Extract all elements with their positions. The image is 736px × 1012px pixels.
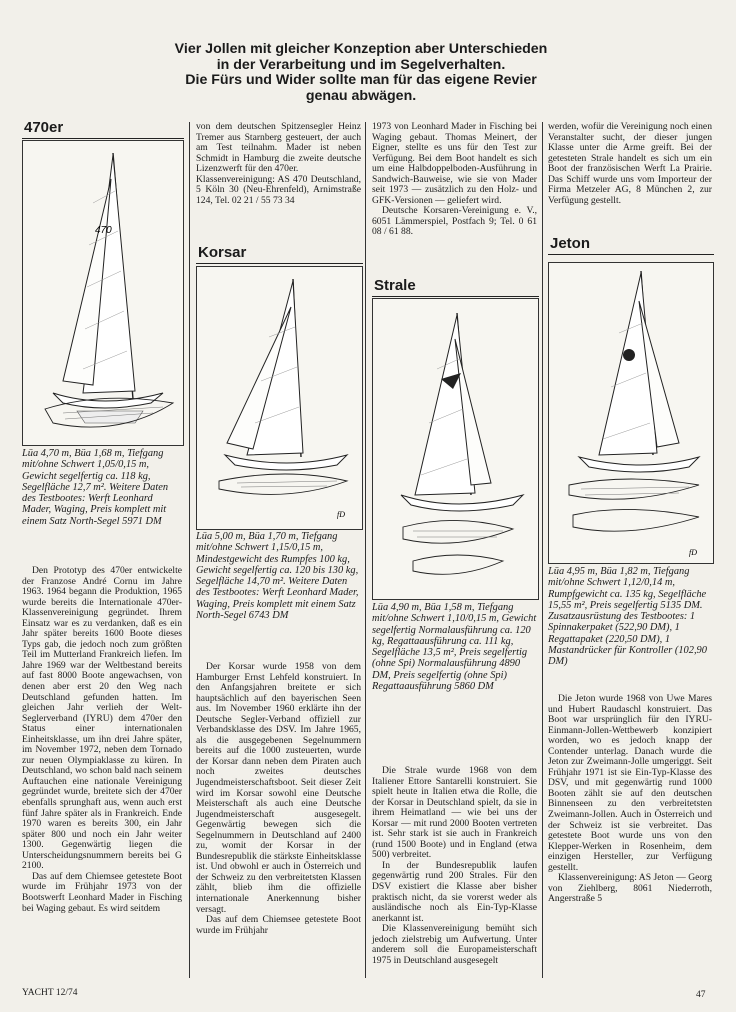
section-title-jeton: Jeton <box>548 234 714 255</box>
headline-line-1: Vier Jollen mit gleicher Konzeption aber Unterschieden <box>174 41 548 57</box>
section-title-korsar: Korsar <box>196 243 363 264</box>
article-column-2-top <box>196 122 361 206</box>
article-column-2-bottom <box>196 662 361 936</box>
article-column-4-top <box>548 122 712 206</box>
boat-drawing-470er <box>22 140 184 446</box>
spec-caption-korsar: Lüa 5,00 m, Büa 1,70 m, Tiefgang mit/ohne Schwert 1,15/0,15 m, Mindestgewicht des Rumpfes 100 kg, Gewicht segelfertig ca. 120 bis 130 kg, Segelfläche 14,70 m². Weitere Daten des Testbootes: Werft Leonhard Mader, Waging, Preis komplett mit einem Satz North-Segel 6743 DM <box>196 531 359 622</box>
boat-drawing-strale <box>372 298 539 600</box>
column-divider <box>365 122 366 978</box>
svg-text:fD: fD <box>689 548 697 557</box>
spec-caption-jeton: Lüa 4,95 m, Büa 1,82 m, Tiefgang mit/ohne Schwert 1,12/0,14 m, Rumpfgewicht ca. 135 kg, Segelfläche 15,55 m², Preis segelfertig 5135 DM. Zusatzausrüstung des Testbootes: 1 Spinnakerpaket (522,90 DM), 1 Regattapaket (220,50 DM), 1 Mastandrücker für Kontroller (102,90 DM) <box>548 566 707 668</box>
article-column-4-bottom <box>548 694 712 905</box>
sailboat-470er-illustration <box>23 141 183 445</box>
paragraph-470er-association: Klassenvereinigung: AS 470 Deutschland, 5 Köln 30 (Neu-Ehrenfeld), Arnimstraße 124, Tel. 02 21 / 55 73 34 <box>196 173 361 206</box>
paragraph-470er-skipper: von dem deutschen Spitzensegler Heinz Tremer aus Starnberg gesteuert, der auch am Test teilnahm. Mader ist neben Schmidt in Hamburg die zweite deutsche Lizenzwerft für den 470er. <box>196 121 361 175</box>
article-column-3-bottom <box>372 766 537 966</box>
spec-caption-strale: Lüa 4,90 m, Büa 1,58 m, Tiefgang mit/ohne Schwert 1,10/0,15 m, Gewicht segelfertig Normalausführung ca. 120 kg, Regattaausführung ca. 111 kg, Segelfläche 13,5 m², Preis segelfertig (ohne Spi) Normalausführung 4890 DM, Preis segelfertig (ohne Spi) Regattaausführung 5860 DM <box>372 602 537 693</box>
article-headline <box>168 42 554 104</box>
headline-line-4: genau abwägen. <box>305 87 417 104</box>
section-title-470er: 470er <box>22 118 184 139</box>
sail-number-470: 470 <box>95 225 112 236</box>
paragraph-strale-germany: In der Bundesrepublik laufen gegenwärtig rund 200 Strales. Für den DSV existiert die Klasse aber bisher praktisch nicht, da sie vorerst weder als ausländische noch als Ein-Typ-Klasse anerkannt ist. <box>372 859 537 924</box>
paragraph-470er-testboat: Das auf dem Chiemsee getestete Boot wurde im Frühjahr 1973 von der Bootswerft Leonhard Mader in Fisching bei Waging gebaut. Es wird seitdem <box>22 870 182 914</box>
sailboat-korsar-illustration <box>197 267 362 529</box>
spec-caption-470er: Lüa 4,70 m, Büa 1,68 m, Tiefgang mit/ohne Schwert 1,05/0,15 m, Gewicht segelfertig ca. 118 kg, Segelfläche 12,7 m². Weitere Daten des Testbootes: Werft Leonhard Mader, Waging, Preis komplett mit einem Satz North-Segel 5971 DM <box>22 448 169 527</box>
article-column-3-top <box>372 122 537 238</box>
paragraph-strale-history: Die Strale wurde 1968 von dem Italiener Ettore Santarelli konstruiert. Sie spielt heute in Italien etwa die Rolle, die der Korsar in Deutschland spielt, da sie in ihrem Heimatland — wie bei uns der Korsar — mit rund 2000 Booten vertreten ist. Sehr stark ist sie auch in Frankreich (rund 1500 Boote) und in England (etwa 500) verbreitet. <box>372 765 537 861</box>
svg-text:fD: fD <box>337 510 345 519</box>
boat-drawing-jeton <box>548 262 714 564</box>
column-divider <box>542 122 543 978</box>
paragraph-korsar-association: Deutsche Korsaren-Vereinigung e. V., 6051 Lämmerspiel, Postfach 9; Tel. 0 61 08 / 61 88. <box>372 205 537 238</box>
paragraph-jeton-history: Die Jeton wurde 1968 von Uwe Mares und Hubert Raudaschl konstruiert. Das Boot war ursprünglich für den IYRU-Einmann-Jollen-Wettbewerb konzipiert worden, wo es jedoch knapp der Contender unterlag. Danach wurde die Jeton zur Zweimann-Jolle umgeriggt. Seit Frühjahr 1971 ist sie Ein-Typ-Klasse des DSV, und mit gegenwärtig rund 1000 Booten zählt sie auf den deutschen Binnenseen zu den verbreitetsten Zweimann-Jollen. Auch in Österreich und der Schweiz ist sie verbreitet. Das getestete Boot wurde uns von den Klepper-Werken in Rosenheim, dem einzigen Hersteller, zur Verfügung gestellt. <box>548 693 712 873</box>
footer-page-number: 47 <box>696 990 706 1000</box>
footer-magazine-issue: YACHT 12/74 <box>22 988 78 998</box>
paragraph-strale-association: Die Klassenvereinigung bemüht sich jedoch zielstrebig um Aufwertung. Unter anderem soll die Europameisterschaft 1975 in Deutschland ausgesegelt <box>372 923 537 966</box>
headline-line-2: in der Verarbeitung und im Segelverhalten. <box>216 56 506 73</box>
paragraph-korsar-owner: 1973 von Leonhard Mader in Fisching bei Waging gebaut. Thomas Meinert, der Eigner, stellte es uns für den Test zur Verfügung. Bei dem Boot handelt es sich um eine Halbdoppelboden-Ausführung in Sandwich-Bauweise, wie sie von Mader seit 1973 — zusätzlich zu den Holz- und GFK-Versionen — geliefert wird. <box>372 121 537 206</box>
sailboat-strale-illustration <box>373 299 538 599</box>
headline-line-3: Die Fürs und Wider sollte man für das eigene Revier <box>185 72 537 88</box>
paragraph-korsar-history: Der Korsar wurde 1958 von dem Hamburger Ernst Lehfeld konstruiert. In den Anfangsjahren breitete er sich hauptsächlich auf den bayerischen Seen aus. Im November 1960 erklärte ihn der Deutsche Segler-Verband offiziell zur Verbandsklasse des DSV. Im Jahre 1965, als die ausgegebenen Segelnummern bereits auf die 1000 zusteuerten, wurde der Korsar dann neben dem Piraten auch noch zweites deutsches Jugendmeisterschaftsboot. Seit dieser Zeit wird im Korsar sowohl eine Deutsche Meisterschaft als auch eine Deutsche Jugendmeisterschaft ausgesegelt. Gegenwärtig bewegen sich die Segelnummern in Deutschland auf 2400 zu, womit der Korsar in der Bundesrepublik die stärkste Einheitsklasse ist. Und obwohl er auch in Österreich und der Schweiz zu den verbreitetsten Klassen zählt, blieb ihm die offizielle internationale Anerkennung bisher versagt. <box>196 661 361 915</box>
paragraph-470er-history: Den Prototyp des 470er entwickelte der Franzose André Cornu im Jahre 1963. 1964 begann die Produktion, 1965 wurde bereits die Internationale 470er-Klassenvereinigung gegründet. Ihrem Einsatz war es zu verdanken, daß es ein Jahr später bereits 1600 Boote dieses Typs gab, die jedoch noch zum größten Teil im Mutterland Frankreich liefen. Im Jahre 1969 war der Weltbestand bereits auf fast 8000 Boote angewachsen, von denen aber erst 20 den Weg nach Deutschland gefunden hatten. Im gleichen Jahr verlieh der Welt-Seglerverband (IYRU) dem 470er den Status einer internationalen Einheitsklasse, um ihn drei Jahre später, im November 1972, neben dem Tornado zur neuen Olympiaklasse zu küren. In Deutschland, wo schon bald nach seinem Auftauchen eine nationale Vereinigung gegründet wurde, breitete sich der 470er ebenfalls sprunghaft aus, wenn auch erst fünf Jahre später als in Frankreich. Ende 1970 waren es bereits 300, ein Jahr später 800 und noch ein Jahr weiter 1300. Gegenwärtig liegen die Unterscheidungsnummern bereits bei G 2100. <box>22 565 182 872</box>
sailboat-jeton-illustration <box>549 263 713 563</box>
article-column-1 <box>22 566 182 914</box>
paragraph-jeton-association: Klassenvereinigung: AS Jeton — Georg von Ziehlberg, 8061 Niederroth, Angerstraße 5 <box>548 872 712 905</box>
paragraph-strale-testboat: werden, wofür die Vereinigung noch einen Veranstalter sucht, der dieser jungen Klasse unter die Arme greift. Bei der getesteten Strale handelt es sich um ein Boot der französischen Werft La Prairie. Das Schiff wurde uns vom Importeur der Firma Metzeler AG, 8 München 2, zur Verfügung gestellt. <box>548 121 712 206</box>
boat-drawing-korsar <box>196 266 363 530</box>
section-title-strale: Strale <box>372 276 539 297</box>
column-divider <box>189 122 190 978</box>
paragraph-korsar-testboat: Das auf dem Chiemsee getestete Boot wurde im Frühjahr <box>196 914 361 936</box>
